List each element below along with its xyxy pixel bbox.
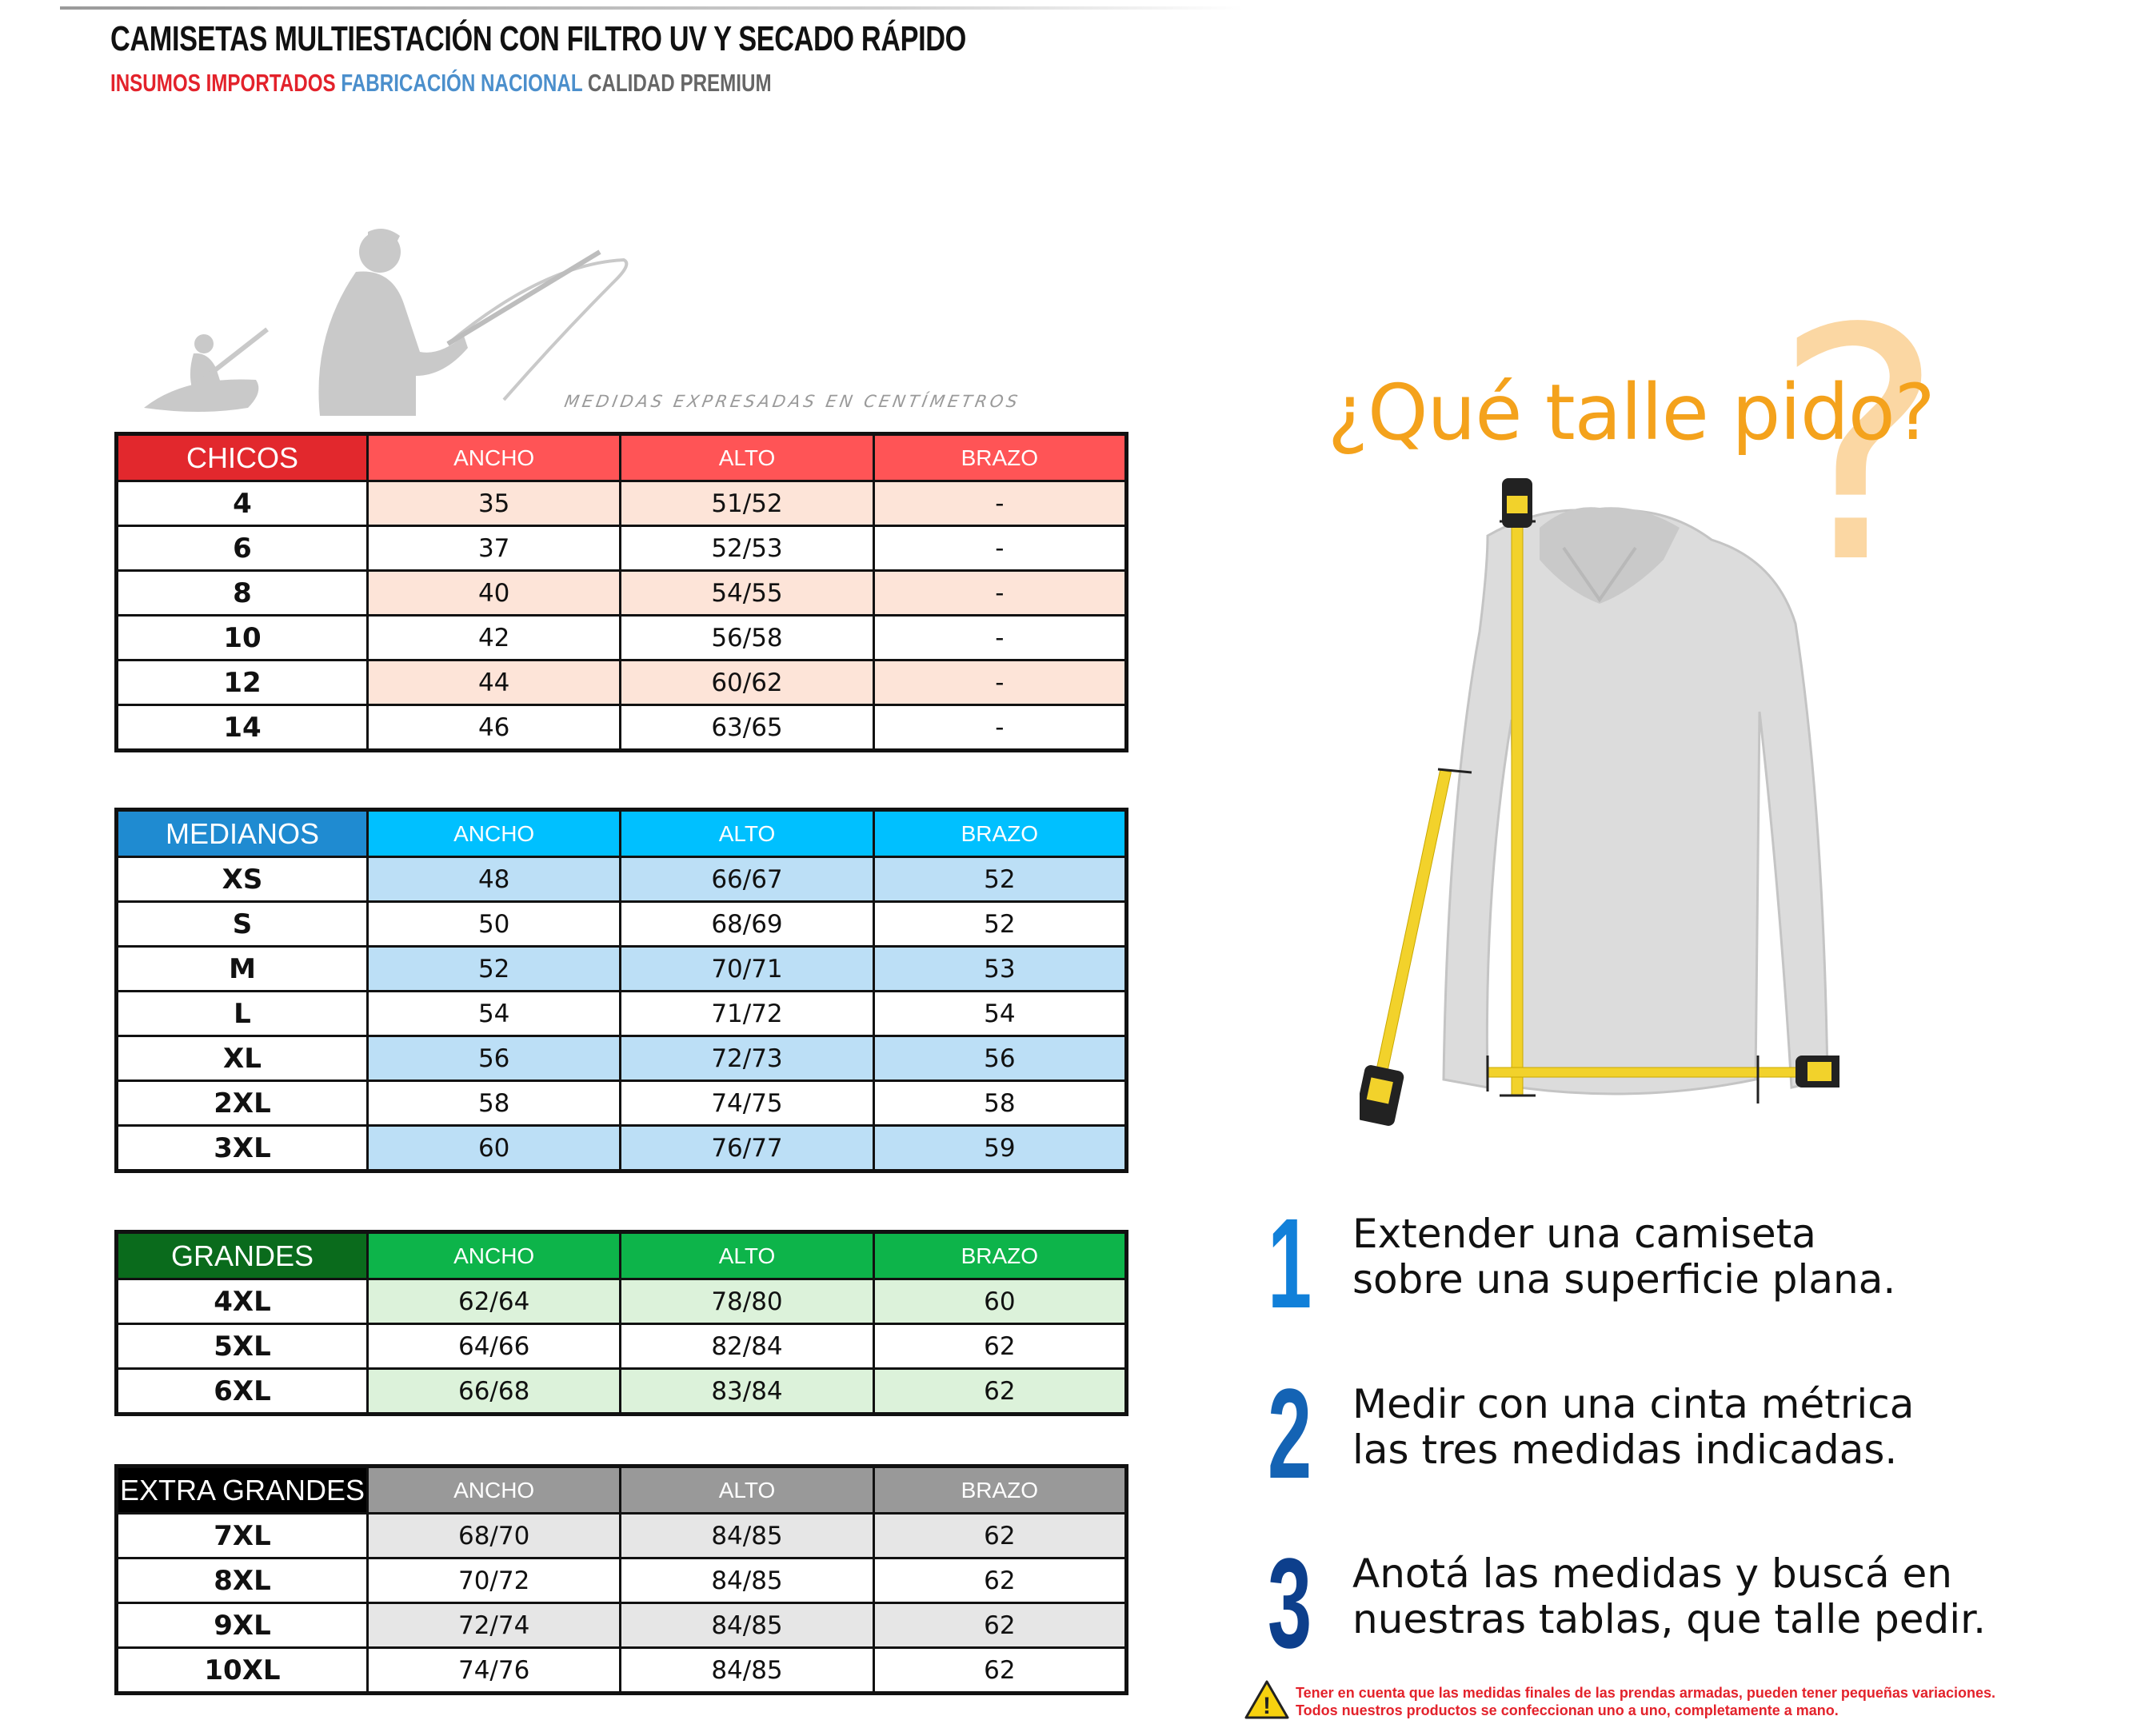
ancho-cell: 60 bbox=[368, 1126, 621, 1171]
step-text bbox=[1352, 1211, 1895, 1303]
size-cell: 2XL bbox=[117, 1081, 368, 1126]
ancho-cell: 66/68 bbox=[368, 1369, 621, 1415]
kayaker-head bbox=[194, 334, 214, 353]
column-alto: ALTO bbox=[621, 1467, 873, 1514]
size-cell: S bbox=[117, 902, 368, 947]
brazo-cell: - bbox=[873, 526, 1126, 571]
size-cell: 7XL bbox=[117, 1514, 368, 1558]
table-row bbox=[117, 616, 1127, 660]
step-line: sobre una superficie plana. bbox=[1352, 1256, 1896, 1303]
table-row bbox=[117, 1369, 1127, 1415]
table-row bbox=[117, 1558, 1127, 1603]
size-cell: 6XL bbox=[117, 1369, 368, 1415]
question-title: ¿Qué talle pido? bbox=[1328, 368, 1935, 457]
warning-icon bbox=[1244, 1679, 1290, 1721]
size-cell: 9XL bbox=[117, 1603, 368, 1648]
alto-cell: 51/52 bbox=[621, 481, 873, 526]
warning-note bbox=[1296, 1684, 1995, 1719]
table-row bbox=[117, 1514, 1127, 1558]
table-header-row bbox=[117, 1232, 1127, 1279]
table-row bbox=[117, 902, 1127, 947]
tape-case-top-label bbox=[1507, 496, 1528, 513]
ancho-cell: 56 bbox=[368, 1036, 621, 1081]
table-row bbox=[117, 526, 1127, 571]
tape-alto bbox=[1512, 520, 1523, 1095]
category-label: EXTRA GRANDES bbox=[117, 1467, 368, 1514]
alto-cell: 84/85 bbox=[621, 1514, 873, 1558]
table-row bbox=[117, 857, 1127, 902]
column-brazo: BRAZO bbox=[873, 1467, 1126, 1514]
size-cell: 3XL bbox=[117, 1126, 368, 1171]
table-row bbox=[117, 1648, 1127, 1694]
table-header-row bbox=[117, 1467, 1127, 1514]
table-row bbox=[117, 571, 1127, 616]
hoodie-body bbox=[1444, 510, 1827, 1094]
size-cell: 8XL bbox=[117, 1558, 368, 1603]
step-text bbox=[1352, 1382, 1914, 1473]
alto-cell: 70/71 bbox=[621, 947, 873, 992]
step-1 bbox=[1268, 1191, 2115, 1335]
size-cell: XL bbox=[117, 1036, 368, 1081]
ancho-cell: 74/76 bbox=[368, 1648, 621, 1694]
brazo-cell: - bbox=[873, 705, 1126, 751]
brazo-cell: 62 bbox=[873, 1514, 1126, 1558]
brazo-cell: 54 bbox=[873, 992, 1126, 1036]
column-alto: ALTO bbox=[621, 810, 873, 857]
alto-cell: 84/85 bbox=[621, 1648, 873, 1694]
size-cell: 10XL bbox=[117, 1648, 368, 1694]
warning-line: Todos nuestros productos se confeccionan uno a uno, completamente a mano. bbox=[1296, 1702, 1839, 1718]
alto-cell: 52/53 bbox=[621, 526, 873, 571]
size-table-extra-grandes bbox=[114, 1464, 1128, 1695]
warning-line: Tener en cuenta que las medidas finales de las prendas armadas, pueden tener pequeñas variaciones. bbox=[1296, 1685, 1995, 1701]
column-ancho: ANCHO bbox=[368, 1467, 621, 1514]
brazo-cell: - bbox=[873, 660, 1126, 705]
alto-cell: 72/73 bbox=[621, 1036, 873, 1081]
hoodie-shirt-illustration bbox=[1360, 472, 1839, 1159]
alto-cell: 82/84 bbox=[621, 1324, 873, 1369]
alto-cell: 78/80 bbox=[621, 1279, 873, 1324]
alto-cell: 84/85 bbox=[621, 1558, 873, 1603]
table-header-row bbox=[117, 810, 1127, 857]
size-cell: 10 bbox=[117, 616, 368, 660]
size-cell: M bbox=[117, 947, 368, 992]
column-ancho: ANCHO bbox=[368, 1232, 621, 1279]
alto-cell: 68/69 bbox=[621, 902, 873, 947]
table-row bbox=[117, 1081, 1127, 1126]
outdoor-silhouette-illustration bbox=[128, 216, 640, 416]
table-row bbox=[117, 947, 1127, 992]
size-cell: 8 bbox=[117, 571, 368, 616]
ancho-cell: 54 bbox=[368, 992, 621, 1036]
ancho-cell: 72/74 bbox=[368, 1603, 621, 1648]
size-cell: 12 bbox=[117, 660, 368, 705]
alto-cell: 74/75 bbox=[621, 1081, 873, 1126]
ancho-cell: 48 bbox=[368, 857, 621, 902]
alto-cell: 63/65 bbox=[621, 705, 873, 751]
tape-ancho bbox=[1488, 1068, 1799, 1077]
column-alto: ALTO bbox=[621, 1232, 873, 1279]
brazo-cell: - bbox=[873, 571, 1126, 616]
brazo-cell: 62 bbox=[873, 1324, 1126, 1369]
table-row bbox=[117, 992, 1127, 1036]
category-label: GRANDES bbox=[117, 1232, 368, 1279]
step-number: 1 bbox=[1268, 1191, 1312, 1335]
size-cell: 6 bbox=[117, 526, 368, 571]
ancho-cell: 68/70 bbox=[368, 1514, 621, 1558]
step-2 bbox=[1268, 1362, 2115, 1505]
size-table-grandes bbox=[114, 1230, 1128, 1416]
alto-cell: 84/85 bbox=[621, 1603, 873, 1648]
fishing-rod bbox=[448, 252, 600, 344]
ancho-cell: 42 bbox=[368, 616, 621, 660]
size-cell: XS bbox=[117, 857, 368, 902]
subtitle-national: FABRICACIÓN NACIONAL bbox=[341, 69, 583, 97]
header-divider bbox=[60, 6, 1244, 10]
alto-cell: 66/67 bbox=[621, 857, 873, 902]
size-table-medianos bbox=[114, 808, 1128, 1173]
step-text bbox=[1352, 1551, 1986, 1642]
brazo-cell: 62 bbox=[873, 1603, 1126, 1648]
big-question-mark: ? bbox=[1774, 261, 1944, 633]
ancho-cell: 35 bbox=[368, 481, 621, 526]
step-line: Anotá las medidas y buscá en bbox=[1352, 1550, 1952, 1597]
ancho-cell: 46 bbox=[368, 705, 621, 751]
size-cell: 4XL bbox=[117, 1279, 368, 1324]
brazo-cell: - bbox=[873, 616, 1126, 660]
column-ancho: ANCHO bbox=[368, 810, 621, 857]
alto-cell: 71/72 bbox=[621, 992, 873, 1036]
alto-cell: 76/77 bbox=[621, 1126, 873, 1171]
ancho-cell: 40 bbox=[368, 571, 621, 616]
column-alto: ALTO bbox=[621, 434, 873, 481]
size-cell: L bbox=[117, 992, 368, 1036]
column-brazo: BRAZO bbox=[873, 434, 1126, 481]
step-number: 3 bbox=[1268, 1531, 1312, 1674]
table-row bbox=[117, 1324, 1127, 1369]
tape-brazo bbox=[1376, 770, 1452, 1077]
ancho-cell: 44 bbox=[368, 660, 621, 705]
ancho-cell: 64/66 bbox=[368, 1324, 621, 1369]
ancho-cell: 62/64 bbox=[368, 1279, 621, 1324]
step-line: nuestras tablas, que talle pedir. bbox=[1352, 1596, 1987, 1642]
table-row bbox=[117, 1036, 1127, 1081]
category-label: CHICOS bbox=[117, 434, 368, 481]
table-row bbox=[117, 1279, 1127, 1324]
tape-case-right-label bbox=[1807, 1062, 1831, 1081]
brazo-cell: 58 bbox=[873, 1081, 1126, 1126]
tape-case-bottom-label bbox=[1367, 1077, 1393, 1103]
alto-cell: 83/84 bbox=[621, 1369, 873, 1415]
ancho-cell: 52 bbox=[368, 947, 621, 992]
brazo-cell: 52 bbox=[873, 857, 1126, 902]
ancho-cell: 58 bbox=[368, 1081, 621, 1126]
size-cell: 5XL bbox=[117, 1324, 368, 1369]
ancho-cell: 50 bbox=[368, 902, 621, 947]
table-header-row bbox=[117, 434, 1127, 481]
brazo-cell: 62 bbox=[873, 1369, 1126, 1415]
alto-cell: 56/58 bbox=[621, 616, 873, 660]
column-brazo: BRAZO bbox=[873, 810, 1126, 857]
brazo-cell: 62 bbox=[873, 1558, 1126, 1603]
table-row bbox=[117, 1603, 1127, 1648]
size-cell: 14 bbox=[117, 705, 368, 751]
size-table-chicos bbox=[114, 432, 1128, 752]
step-3 bbox=[1268, 1531, 2115, 1674]
step-line: las tres medidas indicadas. bbox=[1352, 1427, 1898, 1473]
alto-cell: 60/62 bbox=[621, 660, 873, 705]
column-brazo: BRAZO bbox=[873, 1232, 1126, 1279]
page-title: CAMISETAS MULTIESTACIÓN CON FILTRO UV Y SECADO RÁPIDO bbox=[110, 19, 966, 58]
brazo-cell: 60 bbox=[873, 1279, 1126, 1324]
brazo-cell: - bbox=[873, 481, 1126, 526]
svg-text:!: ! bbox=[1263, 1693, 1271, 1719]
column-ancho: ANCHO bbox=[368, 434, 621, 481]
table-row bbox=[117, 481, 1127, 526]
table-row bbox=[117, 660, 1127, 705]
alto-cell: 54/55 bbox=[621, 571, 873, 616]
brazo-cell: 62 bbox=[873, 1648, 1126, 1694]
step-line: Medir con una cinta métrica bbox=[1352, 1381, 1915, 1427]
subtitle-premium: CALIDAD PREMIUM bbox=[587, 69, 772, 97]
step-line: Extender una camiseta bbox=[1352, 1211, 1816, 1257]
fisherman-body bbox=[318, 272, 468, 417]
brazo-cell: 56 bbox=[873, 1036, 1126, 1081]
brazo-cell: 59 bbox=[873, 1126, 1126, 1171]
category-label: MEDIANOS bbox=[117, 810, 368, 857]
page-subtitle bbox=[110, 69, 772, 98]
units-note: MEDIDAS EXPRESADAS EN CENTÍMETROS bbox=[562, 392, 1022, 411]
table-row bbox=[117, 1126, 1127, 1171]
step-number: 2 bbox=[1268, 1362, 1312, 1505]
size-cell: 4 bbox=[117, 481, 368, 526]
brazo-cell: 52 bbox=[873, 902, 1126, 947]
subtitle-imported: INSUMOS IMPORTADOS bbox=[110, 69, 336, 97]
ancho-cell: 37 bbox=[368, 526, 621, 571]
brazo-cell: 53 bbox=[873, 947, 1126, 992]
table-row bbox=[117, 705, 1127, 751]
ancho-cell: 70/72 bbox=[368, 1558, 621, 1603]
